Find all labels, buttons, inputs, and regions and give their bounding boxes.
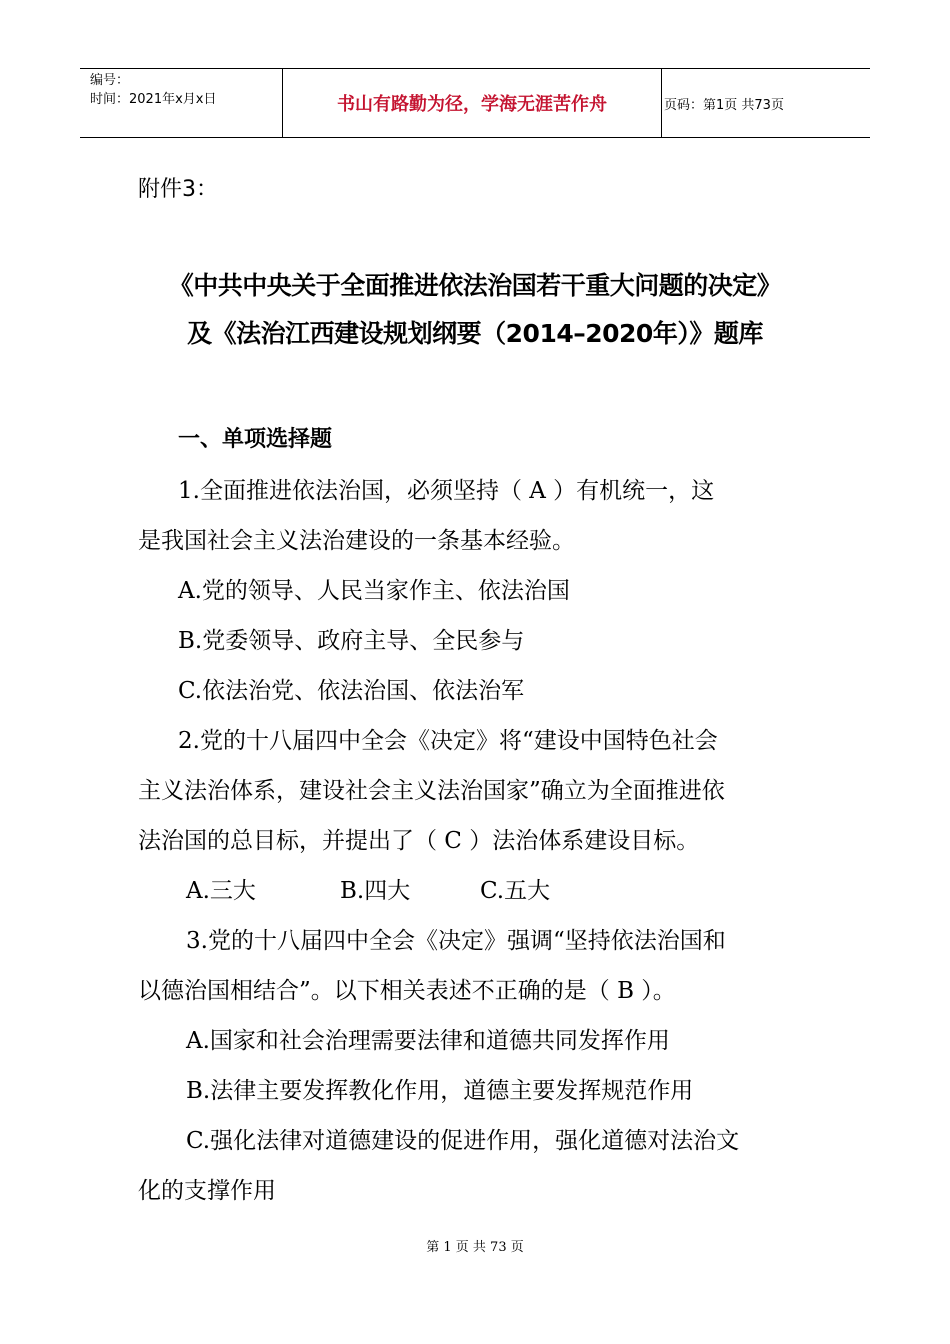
page-footer: 第 1 页 共 73 页 [426, 1240, 524, 1255]
header-left-cell [80, 69, 282, 137]
page-label: 页码：第1页 共73页 [664, 97, 784, 113]
question-2-line-1: 2.党的十八届四中全会《决定》将“建设中国特色社会 [178, 728, 718, 754]
question-1-line-1: 1.全面推进依法治国，必须坚持（ A ）有机统一，这 [178, 478, 715, 504]
section-heading: 一、单项选择题 [178, 427, 333, 452]
question-2-option-c: C.五大 [480, 878, 551, 904]
header-right-cell [664, 69, 870, 137]
number-label: 编号： [90, 73, 130, 88]
question-1-option-b: B.党委领导、政府主导、全民参与 [178, 628, 525, 654]
question-2-line-2: 主义法治体系，建设社会主义法治国家”确立为全面推进依 [138, 778, 725, 804]
question-2-option-a: A.三大 [186, 878, 256, 904]
question-3-option-a: A.国家和社会治理需要法律和道德共同发挥作用 [186, 1028, 670, 1054]
document-title-line-1: 《中共中央关于全面推进依法治国若干重大问题的决定》 [168, 271, 782, 300]
question-3-line-2: 以德治国相结合”。以下相关表述不正确的是（ B ）。 [138, 978, 676, 1004]
document-title-line-2: 及《法治江西建设规划纲要（2014–2020年）》题库 [187, 319, 763, 348]
question-3-option-c-line-2: 化的支撑作用 [138, 1178, 276, 1204]
page-header [80, 68, 870, 138]
header-motto: 书山有路勤为径，学海无涯苦作舟 [282, 69, 662, 137]
question-2-line-3: 法治国的总目标，并提出了（ C ）法治体系建设目标。 [138, 828, 700, 854]
question-1-option-a: A.党的领导、人民当家作主、依法治国 [178, 578, 570, 604]
question-1-option-c: C.依法治党、依法治国、依法治军 [178, 678, 525, 704]
date-label: 时间：2021年x月x日 [90, 92, 217, 107]
question-3-option-b: B.法律主要发挥教化作用，道德主要发挥规范作用 [186, 1078, 694, 1104]
attachment-label: 附件3： [138, 177, 218, 202]
question-1-line-2: 是我国社会主义法治建设的一条基本经验。 [138, 528, 575, 554]
question-3-option-c-line-1: C.强化法律对道德建设的促进作用，强化道德对法治文 [186, 1128, 740, 1154]
question-3-line-1: 3.党的十八届四中全会《决定》强调“坚持依法治国和 [186, 928, 726, 954]
question-2-option-b: B.四大 [340, 878, 411, 904]
